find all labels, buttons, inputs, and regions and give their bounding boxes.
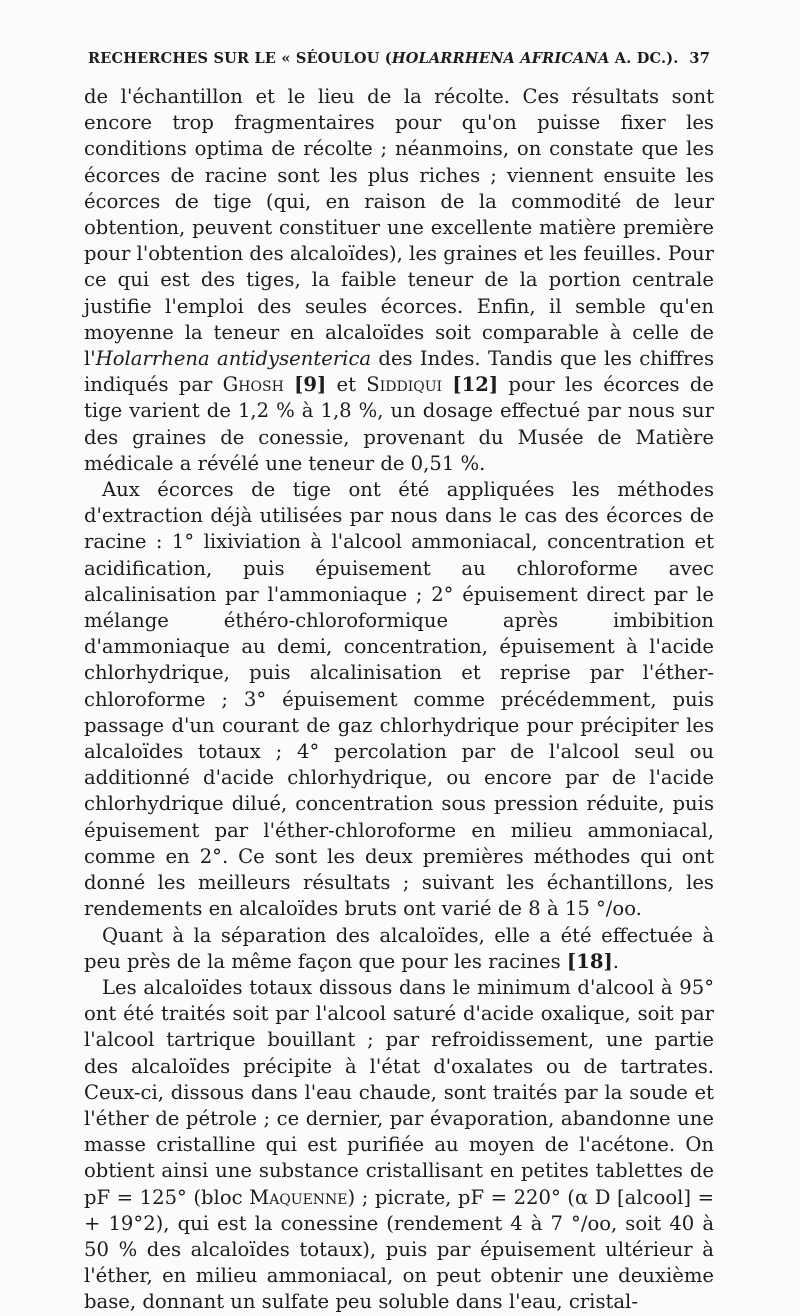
running-title-suffix: A. DC.). xyxy=(609,50,679,67)
reference-12: [12] xyxy=(452,373,499,397)
paragraph-4-text-a: Les alcaloïdes totaux dissous dans le minimum d'alcool à 95° ont été traités soit par l'alcool saturé d'acide oxalique, soit par l'alcool tartrique bouillant ; par refroidissement, une partie des alcaloïdes précipite à l'état d'oxalates ou de tartrates. Ceux-ci, dissous dans l'eau chaude, sont traités par la soude et l'éther de pétrole ; ce dernier, par évaporation, abandonne une masse cristalline qui est purifiée au moyen de l'acétone. On obtient ainsi une substance cristallisant en petites tablettes de pF = 125° (bloc xyxy=(84,975,714,1209)
paragraph-3 xyxy=(84,923,714,975)
author-maquenne: Maquenne xyxy=(249,1185,348,1209)
page-number: 37 xyxy=(689,50,710,67)
author-siddiqui: Siddiqui xyxy=(366,373,443,397)
paragraph-1-text-c: et xyxy=(326,373,367,397)
paragraph-1 xyxy=(84,84,714,477)
paragraph-3-text-a: Quant à la séparation des alcaloïdes, elle a été effectuée à peu près de la même façon que pour les racines xyxy=(84,923,714,973)
paragraph-4 xyxy=(84,975,714,1316)
running-title-species: HOLARRHENA AFRICANA xyxy=(391,50,610,67)
paragraph-1-text-a: de l'échantillon et le lieu de la récolte. Ces résultats sont encore trop fragmentaires pour qu'on puisse fixer les conditions optima de récolte ; néanmoins, on constate que les écorces de racine sont les plus riches ; viennent ensuite les écorces de tige (qui, en raison de la commodité de leur obtention, peuvent constituer une excellente matière première pour l'obtention des alcaloïdes), les graines et les feuilles. Pour ce qui est des tiges, la faible teneur de la portion centrale justifie l'emploi des seules écorces. Enfin, il semble qu'en moyenne la teneur en alcaloïdes soit comparable à celle de l' xyxy=(84,85,714,371)
body-text xyxy=(84,84,714,1316)
running-header xyxy=(88,50,710,67)
running-title-prefix: RECHERCHES SUR LE « SÉOULOU ( xyxy=(88,50,392,67)
reference-18: [18] xyxy=(566,949,613,973)
paragraph-3-text-b: . xyxy=(612,949,619,973)
species-name: Holarrhena antidysenterica xyxy=(95,347,372,371)
author-ghosh: Ghosh xyxy=(222,373,284,397)
paragraph-1-text-d: pour les écorces de tige varient de 1,2 % à 1,8 %, un dosage effectué par nous sur des graines de conessie, provenant du Musée de Matière médicale a révélé une teneur de 0,51 %. xyxy=(84,373,714,475)
running-title xyxy=(88,50,679,67)
paragraph-4-text-b: ) ; picrate, pF = 220° (α D [alcool] = + 19°2), qui est la conessine (rendement 4 à 7 °/oo, soit 40 à 50 % des alcaloïdes totaux), puis par épuisement ultérieur à l'éther, en milieu ammoniacal, on peut obtenir une deuxième base, donnant un sulfate peu soluble dans l'eau, cristal- xyxy=(84,1185,714,1314)
paragraph-2: Aux écorces de tige ont été appliquées les méthodes d'extraction déjà utilisées par nous dans le cas des écorces de racine : 1° lixiviation à l'alcool ammoniacal, concentration et acidification, puis épuisement au chloroforme avec alcalinisation par l'ammoniaque ; 2° épuisement direct par le mélange éthéro-chloroformique après imbibition d'ammoniaque au demi, concentration, épuisement à l'acide chlorhydrique, puis alcalinisation et reprise par l'éther-chloroforme ; 3° épuisement comme précédemment, puis passage d'un courant de gaz chlorhydrique pour précipiter les alcaloïdes totaux ; 4° percolation par de l'alcool seul ou additionné d'acide chlorhydrique, ou encore par de l'acide chlorhydrique dilué, concentration sous pression réduite, puis épuisement par l'éther-chloroforme en milieu ammoniacal, comme en 2°. Ce sont les deux premières méthodes qui ont donné les meilleurs résultats ; suivant les échantillons, les rendements en alcaloïdes bruts ont varié de 8 à 15 °/oo. xyxy=(84,478,714,921)
reference-9: [9] xyxy=(294,373,327,397)
paragraph-1-text-b: des Indes. Tandis que les chiffres indiqués par xyxy=(84,347,714,397)
